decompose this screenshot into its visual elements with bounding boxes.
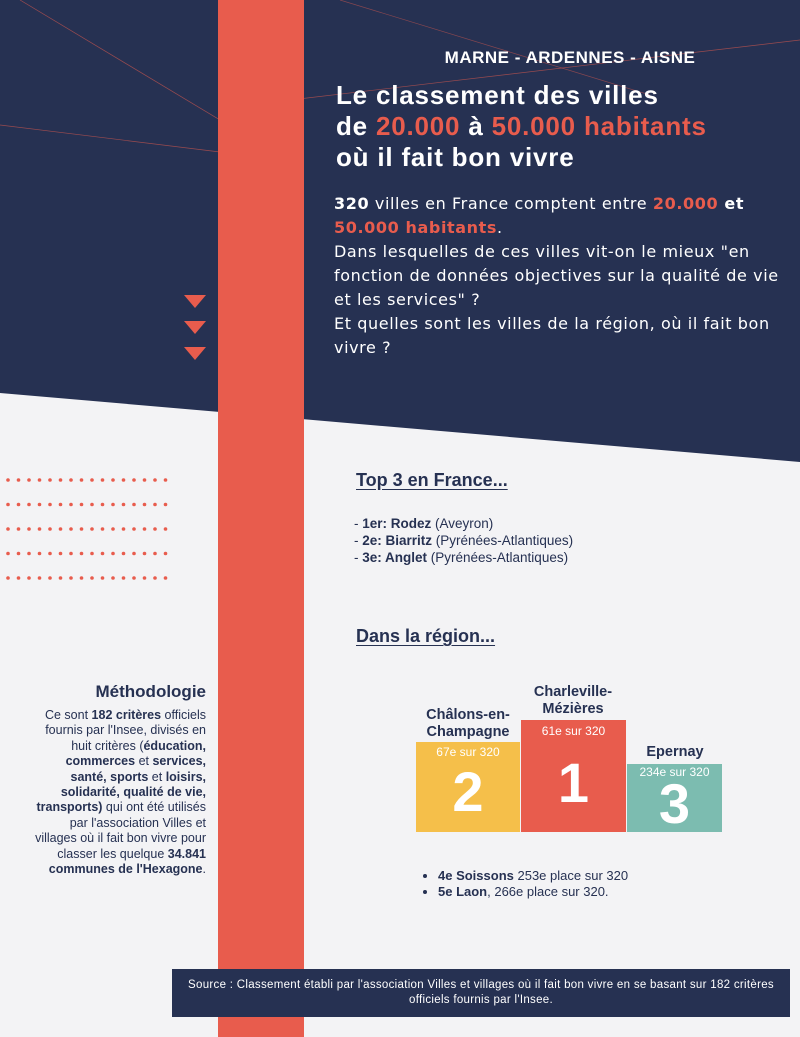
decor-dot (69, 478, 73, 482)
podium-name-2 (408, 707, 528, 741)
decor-dot (59, 552, 63, 556)
podium-name-line: Châlons-en- (426, 707, 510, 723)
intro-line (334, 192, 784, 240)
methodology-title: Méthodologie (95, 682, 206, 701)
decor-dot (153, 576, 157, 580)
decor-dot (27, 478, 31, 482)
top3-dept: (Pyrénées-Atlantiques) (432, 533, 574, 548)
decor-dot (132, 503, 136, 507)
decor-dot (143, 478, 147, 482)
decor-dot (90, 478, 94, 482)
decor-dot (143, 527, 147, 531)
decor-dot (111, 527, 115, 531)
decor-dot (122, 527, 126, 531)
decor-dot (17, 527, 21, 531)
decor-dot (48, 478, 52, 482)
headline-line-2 (336, 111, 796, 142)
decor-dot (69, 527, 73, 531)
decor-dot (48, 503, 52, 507)
decor-dot (101, 576, 105, 580)
decor-dot (111, 503, 115, 507)
top3-city: 1er: Rodez (362, 516, 432, 531)
decor-dot (59, 527, 63, 531)
decor-dot (153, 503, 157, 507)
decor-dot (27, 503, 31, 507)
podium-name-line: Charleville- (533, 684, 613, 700)
headline-text: à (460, 111, 492, 141)
podium-rank-1: 61e sur 320 (541, 724, 606, 738)
decor-dot (122, 576, 126, 580)
decor-dot (48, 576, 52, 580)
list-dash: - (354, 550, 363, 565)
intro-text: villes en France comptent entre (369, 194, 648, 213)
decor-dot (48, 527, 52, 531)
podium-name-line: Champagne (426, 724, 510, 740)
headline-line-1: Le classement des villes (336, 80, 659, 110)
decor-dot (111, 478, 115, 482)
podium-name-3: Epernay (646, 744, 704, 760)
decor-dot (122, 478, 126, 482)
decor-dot (38, 576, 42, 580)
decor-dot (164, 503, 168, 507)
decor-dot (6, 552, 10, 556)
dot-grid-decoration (6, 478, 167, 580)
decor-dot (164, 576, 168, 580)
top3-item (354, 532, 754, 549)
decor-dot (17, 576, 21, 580)
decor-dot (132, 576, 136, 580)
triangle-down-icon (184, 321, 206, 334)
decor-dot (164, 478, 168, 482)
decor-dot (80, 503, 84, 507)
decor-dot (111, 552, 115, 556)
decor-dot (59, 576, 63, 580)
decor-dot (69, 503, 73, 507)
decor-dot (6, 576, 10, 580)
list-item (438, 868, 778, 884)
decor-dot (27, 552, 31, 556)
podium-rank-3: 234e sur 320 (639, 765, 710, 779)
other-cities-list (420, 868, 778, 900)
decor-dot (90, 576, 94, 580)
other-city-name: 4e Soissons (438, 868, 514, 883)
red-vertical-bar (218, 0, 304, 1037)
intro-period: . (497, 218, 503, 237)
decor-dot (122, 552, 126, 556)
decor-dot (132, 527, 136, 531)
list-dash: - (354, 516, 363, 531)
intro-question-1: Dans lesquelles de ces villes vit-on le mieux "en fonction de données objectives sur la qualité de vie et les services" ? (334, 242, 779, 309)
decor-dot (6, 527, 10, 531)
method-bold: 34.841 communes de l'Hexagone (48, 846, 206, 877)
decor-dot (143, 552, 147, 556)
headline-text: de (336, 111, 376, 141)
source-box: Source : Classement établi par l'association Villes et villages où il fait bon vivre en se basant sur 182 critères officiels fournis par l'Insee. (172, 969, 790, 1017)
podium-number-2: 2 (452, 760, 484, 823)
podium-name-1 (513, 684, 633, 718)
method-bold: 182 critères (91, 708, 162, 722)
method-bold: éducation, commerces (65, 738, 206, 769)
decor-dot (153, 478, 157, 482)
top3-heading: Top 3 en France... (356, 470, 508, 490)
top3-item (354, 515, 754, 532)
decor-dot (17, 478, 21, 482)
decor-dot (143, 576, 147, 580)
decor-dot (101, 552, 105, 556)
list-dash: - (354, 533, 363, 548)
method-text: officiels fournis par l'Insee, divisés en huit critères ( (45, 708, 206, 753)
other-city-name: 5e Laon (438, 884, 488, 899)
decor-dot (143, 503, 147, 507)
method-text: et (135, 754, 153, 769)
method-bold: loisirs, solidarité, qualité de vie, transports) (36, 769, 206, 815)
podium-number-1: 1 (557, 751, 590, 814)
decor-dot (153, 527, 157, 531)
top3-city: 2e: Biarritz (362, 533, 433, 548)
decor-dot (6, 478, 10, 482)
triangle-down-icon (184, 347, 206, 360)
region-heading: Dans la région... (356, 626, 496, 646)
decor-dot (17, 552, 21, 556)
decor-dot (122, 503, 126, 507)
intro-paragraph (334, 192, 784, 360)
decor-dot (80, 552, 84, 556)
headline (336, 80, 796, 173)
decor-dot (27, 576, 31, 580)
headline-highlight: 20.000 (375, 111, 461, 141)
decor-dot (101, 478, 105, 482)
top3-list (354, 515, 754, 566)
intro-and: et (718, 194, 745, 213)
decor-dot (101, 503, 105, 507)
decor-dot (59, 478, 63, 482)
top3-dept: (Aveyron) (431, 516, 494, 531)
decor-dot (69, 576, 73, 580)
method-bold: services, santé, sports (70, 754, 206, 784)
top3-item (354, 549, 754, 566)
intro-range-a: 20.000 (652, 194, 719, 213)
method-text: . (202, 862, 206, 877)
decor-dot (90, 527, 94, 531)
decor-dot (80, 576, 84, 580)
region-label: MARNE - ARDENNES - AISNE (444, 48, 696, 67)
intro-count: 320 (334, 194, 370, 213)
decor-dot (80, 478, 84, 482)
other-city-detail: 253e place sur 320 (513, 868, 629, 883)
decor-dot (27, 527, 31, 531)
method-text: qui ont été utilisés par l'association Villes et villages où il fait bon vivre pour classer les quelque (35, 800, 206, 861)
decor-dot (48, 552, 52, 556)
top3-city: 3e: Anglet (362, 550, 428, 565)
decor-dot (90, 503, 94, 507)
decor-dot (164, 552, 168, 556)
headline-line-3: où il fait bon vivre (336, 142, 575, 172)
podium-rank-2: 67e sur 320 (436, 745, 500, 759)
decor-dot (6, 503, 10, 507)
intro-question-2: Et quelles sont les villes de la région, où il fait bon vivre ? (334, 314, 770, 357)
intro-range-b: 50.000 habitants (334, 218, 498, 237)
decor-dot (132, 552, 136, 556)
decor-dot (69, 552, 73, 556)
decor-dot (90, 552, 94, 556)
podium-name-line: Mézières (542, 701, 604, 717)
decor-dot (153, 552, 157, 556)
method-text: Ce sont (44, 708, 92, 722)
top3-dept: (Pyrénées-Atlantiques) (427, 550, 569, 565)
decor-dot (59, 503, 63, 507)
triangle-down-icon (184, 295, 206, 308)
decor-dot (80, 527, 84, 531)
decor-dot (164, 527, 168, 531)
decor-dot (17, 503, 21, 507)
other-city-detail: , 266e place sur 320. (487, 884, 609, 899)
decor-dot (101, 527, 105, 531)
decor-dot (38, 478, 42, 482)
list-item (438, 884, 778, 900)
decor-dot (132, 478, 136, 482)
decor-dot (111, 576, 115, 580)
decor-dot (38, 552, 42, 556)
podium-number-3: 3 (658, 772, 691, 835)
methodology-body (30, 708, 206, 877)
decor-dot (38, 503, 42, 507)
headline-highlight: 50.000 habitants (491, 111, 707, 141)
method-text: et (148, 769, 166, 784)
decor-dot (38, 527, 42, 531)
